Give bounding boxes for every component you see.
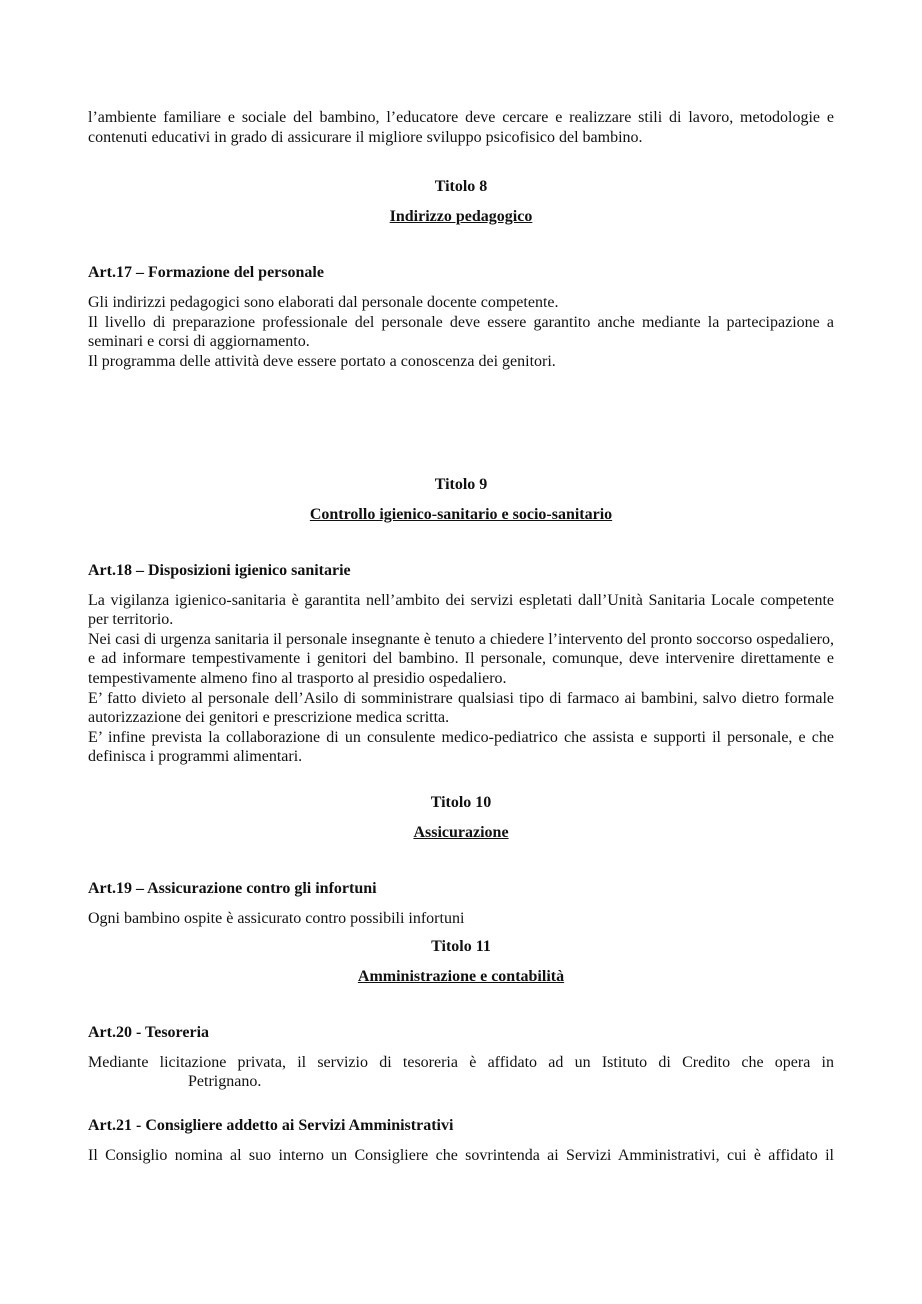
art-21-paragraph-1: Il Consiglio nomina al suo interno un Consigliere che sovrintenda ai Servizi Amministrativi, cui è affidato il <box>88 1146 834 1164</box>
art-18-paragraph-3: E’ fatto divieto al personale dell’Asilo di somministrare qualsiasi tipo di farmaco ai bambini, salvo dietro formale autorizzazione dei genitori e prescrizione medica scritta. <box>88 689 834 727</box>
art-19-heading: Art.19 – Assicurazione contro gli infortuni <box>88 879 377 897</box>
art-20-line-2: Petrignano. <box>188 1073 262 1091</box>
titolo-8-name: Indirizzo pedagogico <box>389 208 533 226</box>
art-17-paragraph-3: Il programma delle attività deve essere portato a conoscenza dei genitori. <box>88 352 556 370</box>
titolo-10-number: Titolo 10 <box>430 793 492 811</box>
intro-paragraph: l’ambiente familiare e sociale del bambino, l’educatore deve cercare e realizzare stili di lavoro, metodologie e contenuti educativi in grado di assicurare il migliore sviluppo psicofisico del bambino. <box>88 109 834 146</box>
titolo-9-name: Controllo igienico-sanitario e socio-sanitario <box>309 505 613 523</box>
spacer <box>88 372 834 475</box>
art-18-heading: Art.18 – Disposizioni igienico sanitarie <box>88 561 351 579</box>
titolo-9-number: Titolo 9 <box>434 475 488 493</box>
titolo-11-name: Amministrazione e contabilità <box>357 967 565 985</box>
spacer <box>88 929 834 937</box>
art-17-paragraph-1: Gli indirizzi pedagogici sono elaborati dal personale docente competente. <box>88 294 559 312</box>
titolo-10-name: Assicurazione <box>413 823 509 841</box>
art-20-line-1: Mediante licitazione privata, il servizio di tesoreria è affidato ad un Istituto di Credito che opera in <box>88 1053 834 1071</box>
art-18-paragraph-2: Nei casi di urgenza sanitaria il personale insegnante è tenuto a chiedere l’intervento del pronto soccorso ospedaliero, e ad informare tempestivamente i genitori del bambino. Il personale, comunque, deve intervenire direttamente e tempestivamente almeno fino al trasporto al presidio ospedaliero. <box>88 630 834 687</box>
spacer <box>88 767 834 793</box>
document-page <box>88 108 834 1165</box>
titolo-8-number: Titolo 8 <box>434 178 488 196</box>
art-21-heading: Art.21 - Consigliere addetto ai Servizi Amministrativi <box>88 1116 454 1134</box>
titolo-11-number: Titolo 11 <box>431 937 491 955</box>
art-20-heading: Art.20 - Tesoreria <box>88 1023 210 1041</box>
spacer <box>88 1092 834 1116</box>
art-18-paragraph-1: La vigilanza igienico-sanitaria è garantita nell’ambito dei servizi espletati dall’Unità Sanitaria Locale competente per territorio. <box>88 591 834 629</box>
art-18-paragraph-4: E’ infine prevista la collaborazione di un consulente medico-pediatrico che assista e supporti il personale, e che definisca i programmi alimentari. <box>88 728 834 766</box>
art-17-heading: Art.17 – Formazione del personale <box>88 264 324 282</box>
art-19-paragraph-1: Ogni bambino ospite è assicurato contro possibili infortuni <box>88 909 465 927</box>
art-17-paragraph-2: Il livello di preparazione professionale del personale deve essere garantito anche mediante la partecipazione a seminari e corsi di aggiornamento. <box>88 313 834 351</box>
